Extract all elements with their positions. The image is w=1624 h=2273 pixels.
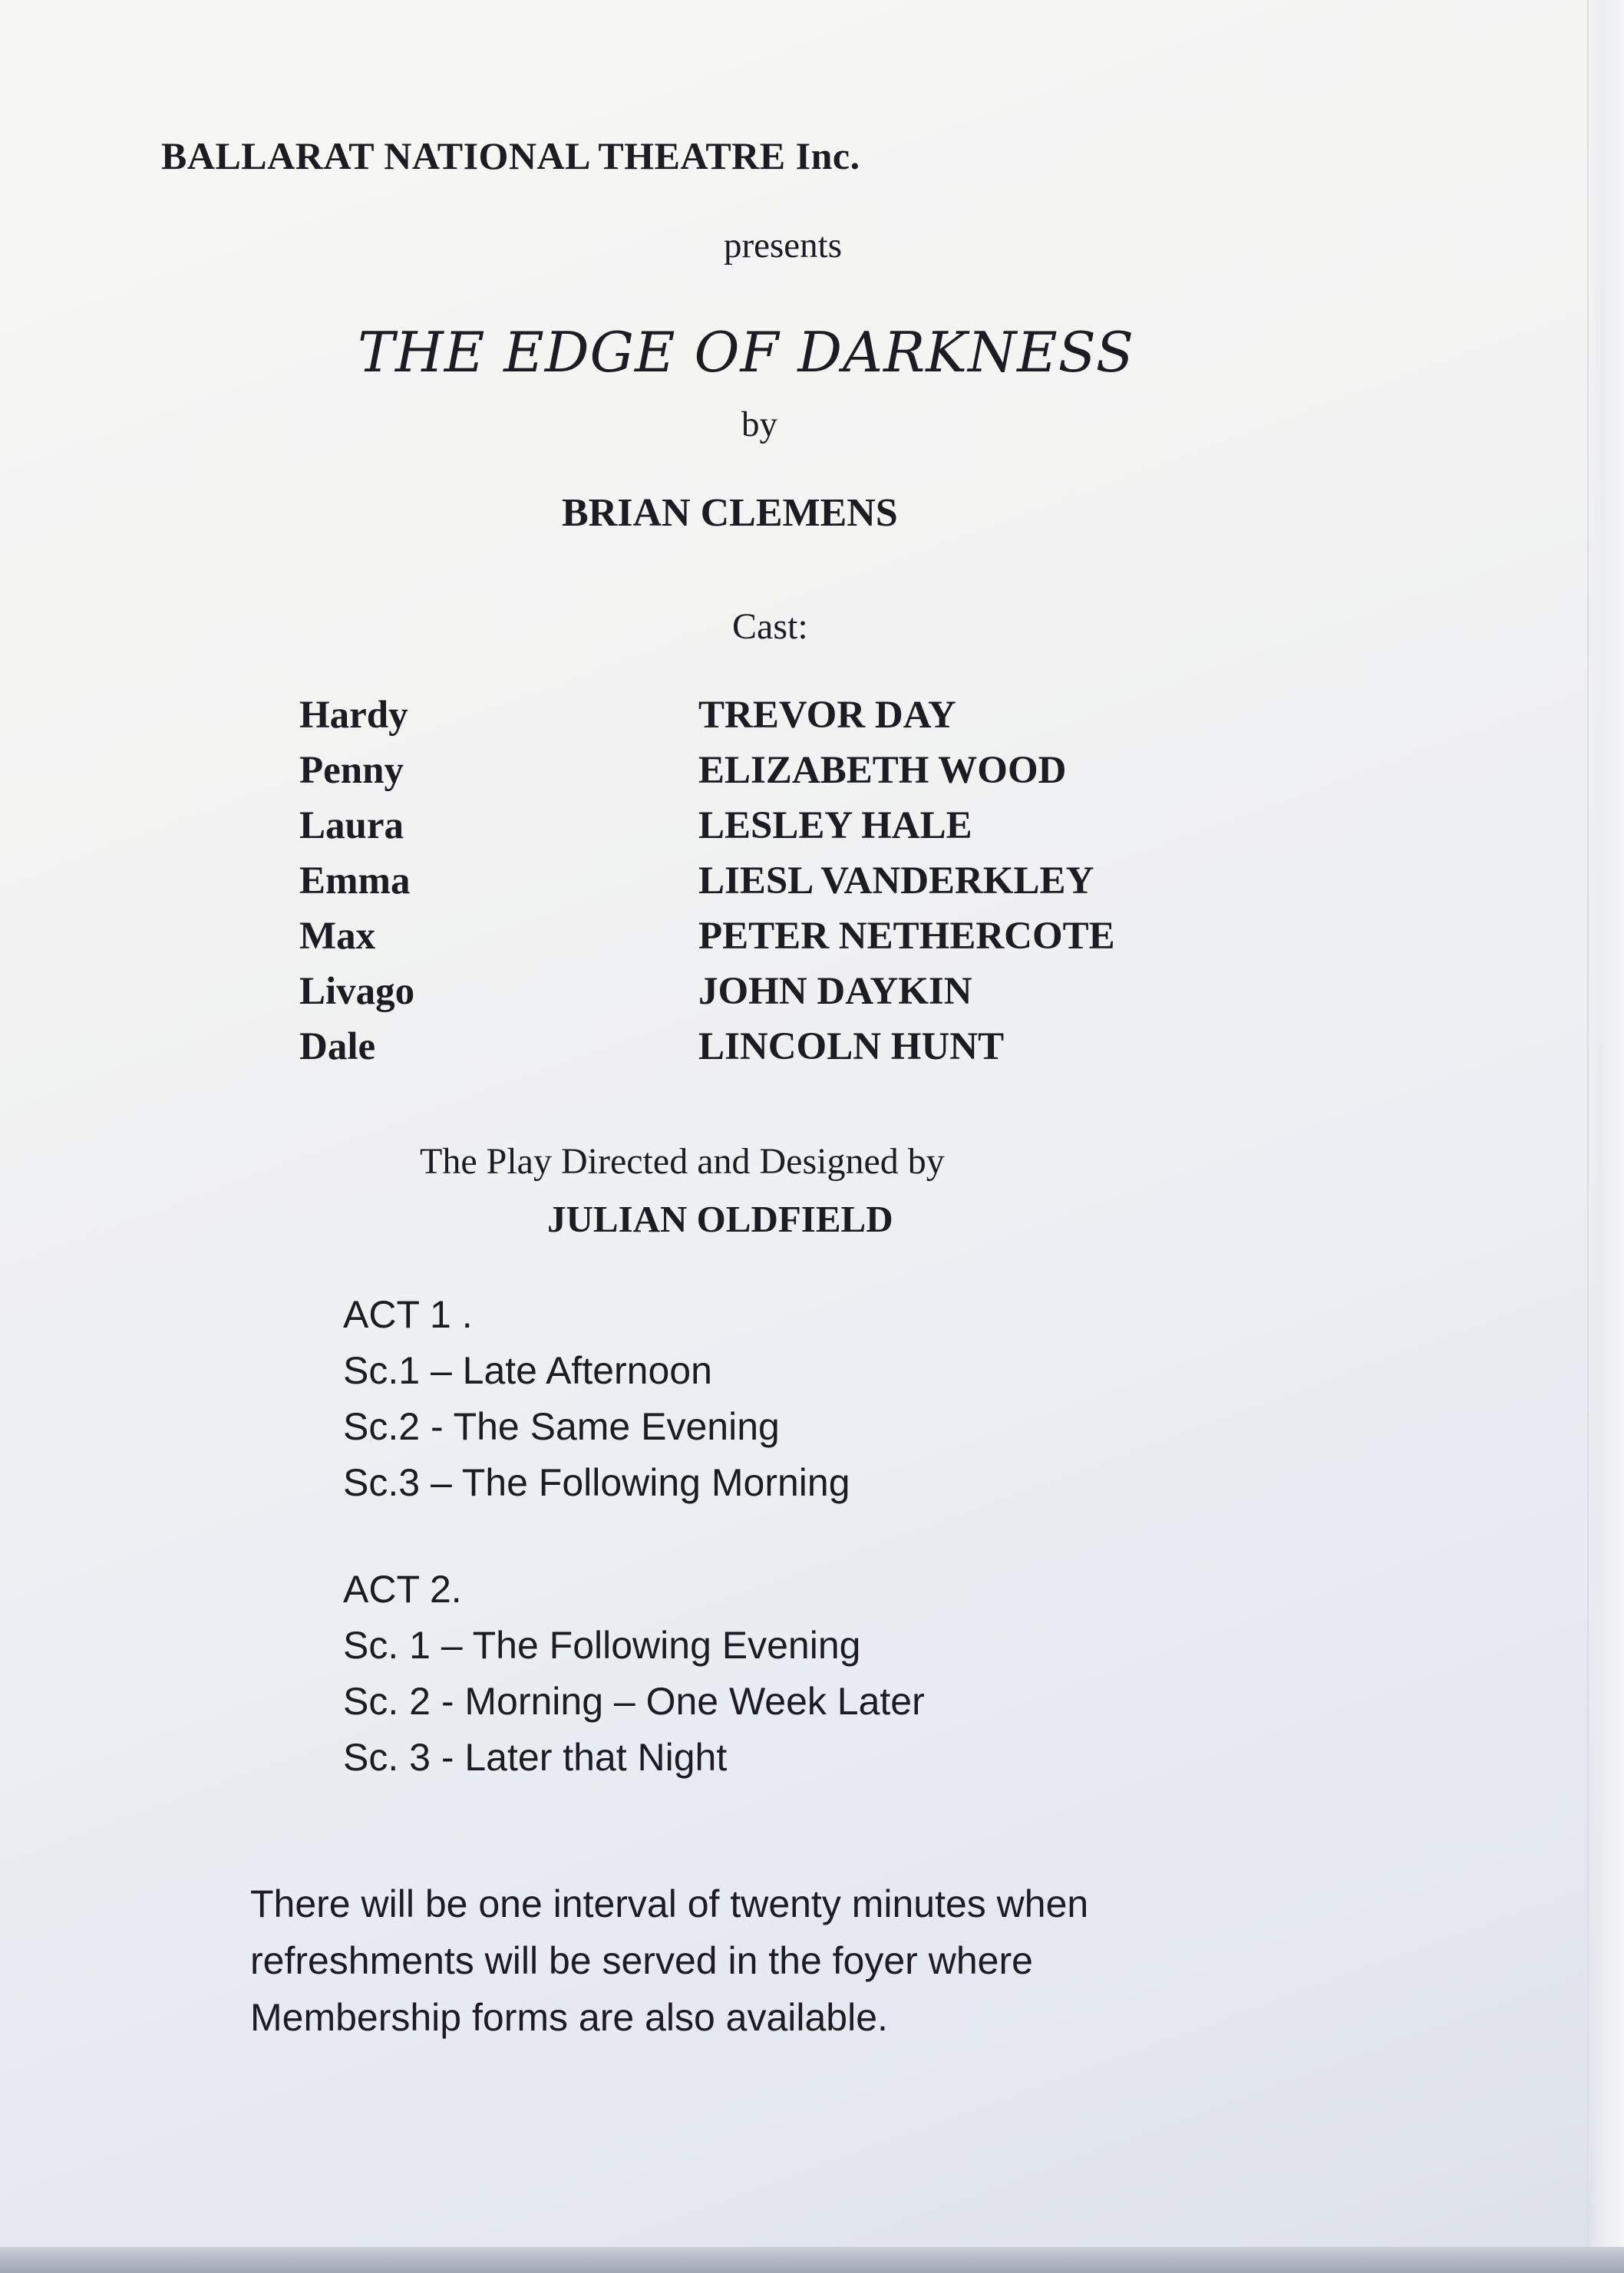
cast-row — [299, 969, 1297, 1024]
cast-role: Max — [299, 915, 376, 958]
table-surface — [0, 2247, 1624, 2273]
scene-line: Sc. 1 – The Following Evening — [343, 1624, 861, 1667]
act-1-block — [343, 1292, 850, 1516]
author-name: BRIAN CLEMENS — [562, 491, 898, 535]
scene-line: Sc.1 – Late Afternoon — [343, 1349, 712, 1392]
cast-actor: LINCOLN HUNT — [698, 1025, 1005, 1068]
cast-row — [299, 803, 1297, 859]
scene-line: Sc.2 - The Same Evening — [343, 1405, 780, 1448]
cast-list — [299, 693, 1297, 1080]
cast-actor: TREVOR DAY — [698, 694, 956, 737]
presents-text: presents — [724, 226, 843, 266]
cast-row — [299, 1024, 1297, 1080]
cast-role: Penny — [299, 749, 404, 792]
cast-row — [299, 859, 1297, 914]
notice-line: There will be one interval of twenty minutes when — [250, 1882, 1089, 1925]
notice-line: Membership forms are also available. — [250, 1996, 888, 2039]
cast-actor: JOHN DAYKIN — [698, 970, 972, 1013]
cast-actor: ELIZABETH WOOD — [698, 749, 1067, 792]
act-label: ACT 2. — [343, 1568, 462, 1611]
cast-role: Emma — [299, 859, 411, 902]
page-edge — [1587, 0, 1624, 2273]
theatre-name: BALLARAT NATIONAL THEATRE Inc. — [161, 134, 860, 177]
interval-notice — [250, 1882, 1088, 2052]
cast-heading: Cast: — [732, 606, 808, 647]
scene-line: Sc.3 – The Following Morning — [343, 1461, 850, 1504]
scene-line: Sc. 2 - Morning – One Week Later — [343, 1680, 925, 1723]
cast-role: Livago — [299, 970, 415, 1013]
cast-row — [299, 914, 1297, 969]
act-2-block — [343, 1567, 925, 1791]
scene-line: Sc. 3 - Later that Night — [343, 1736, 728, 1779]
cast-role: Hardy — [299, 694, 408, 737]
directed-by-label: The Play Directed and Designed by — [420, 1141, 945, 1182]
by-text: by — [741, 404, 777, 444]
cast-actor: LESLEY HALE — [698, 804, 972, 847]
cast-row — [299, 748, 1297, 803]
cast-row — [299, 693, 1297, 748]
director-name: JULIAN OLDFIELD — [547, 1198, 893, 1240]
notice-line: refreshments will be served in the foyer where — [250, 1939, 1033, 1982]
cast-actor: LIESL VANDERKLEY — [698, 859, 1094, 902]
cast-role: Laura — [299, 804, 404, 847]
cast-actor: PETER NETHERCOTE — [698, 915, 1115, 958]
act-label: ACT 1 . — [343, 1293, 473, 1336]
cast-role: Dale — [299, 1025, 376, 1068]
play-title: THE EDGE OF DARKNESS — [358, 320, 1135, 384]
